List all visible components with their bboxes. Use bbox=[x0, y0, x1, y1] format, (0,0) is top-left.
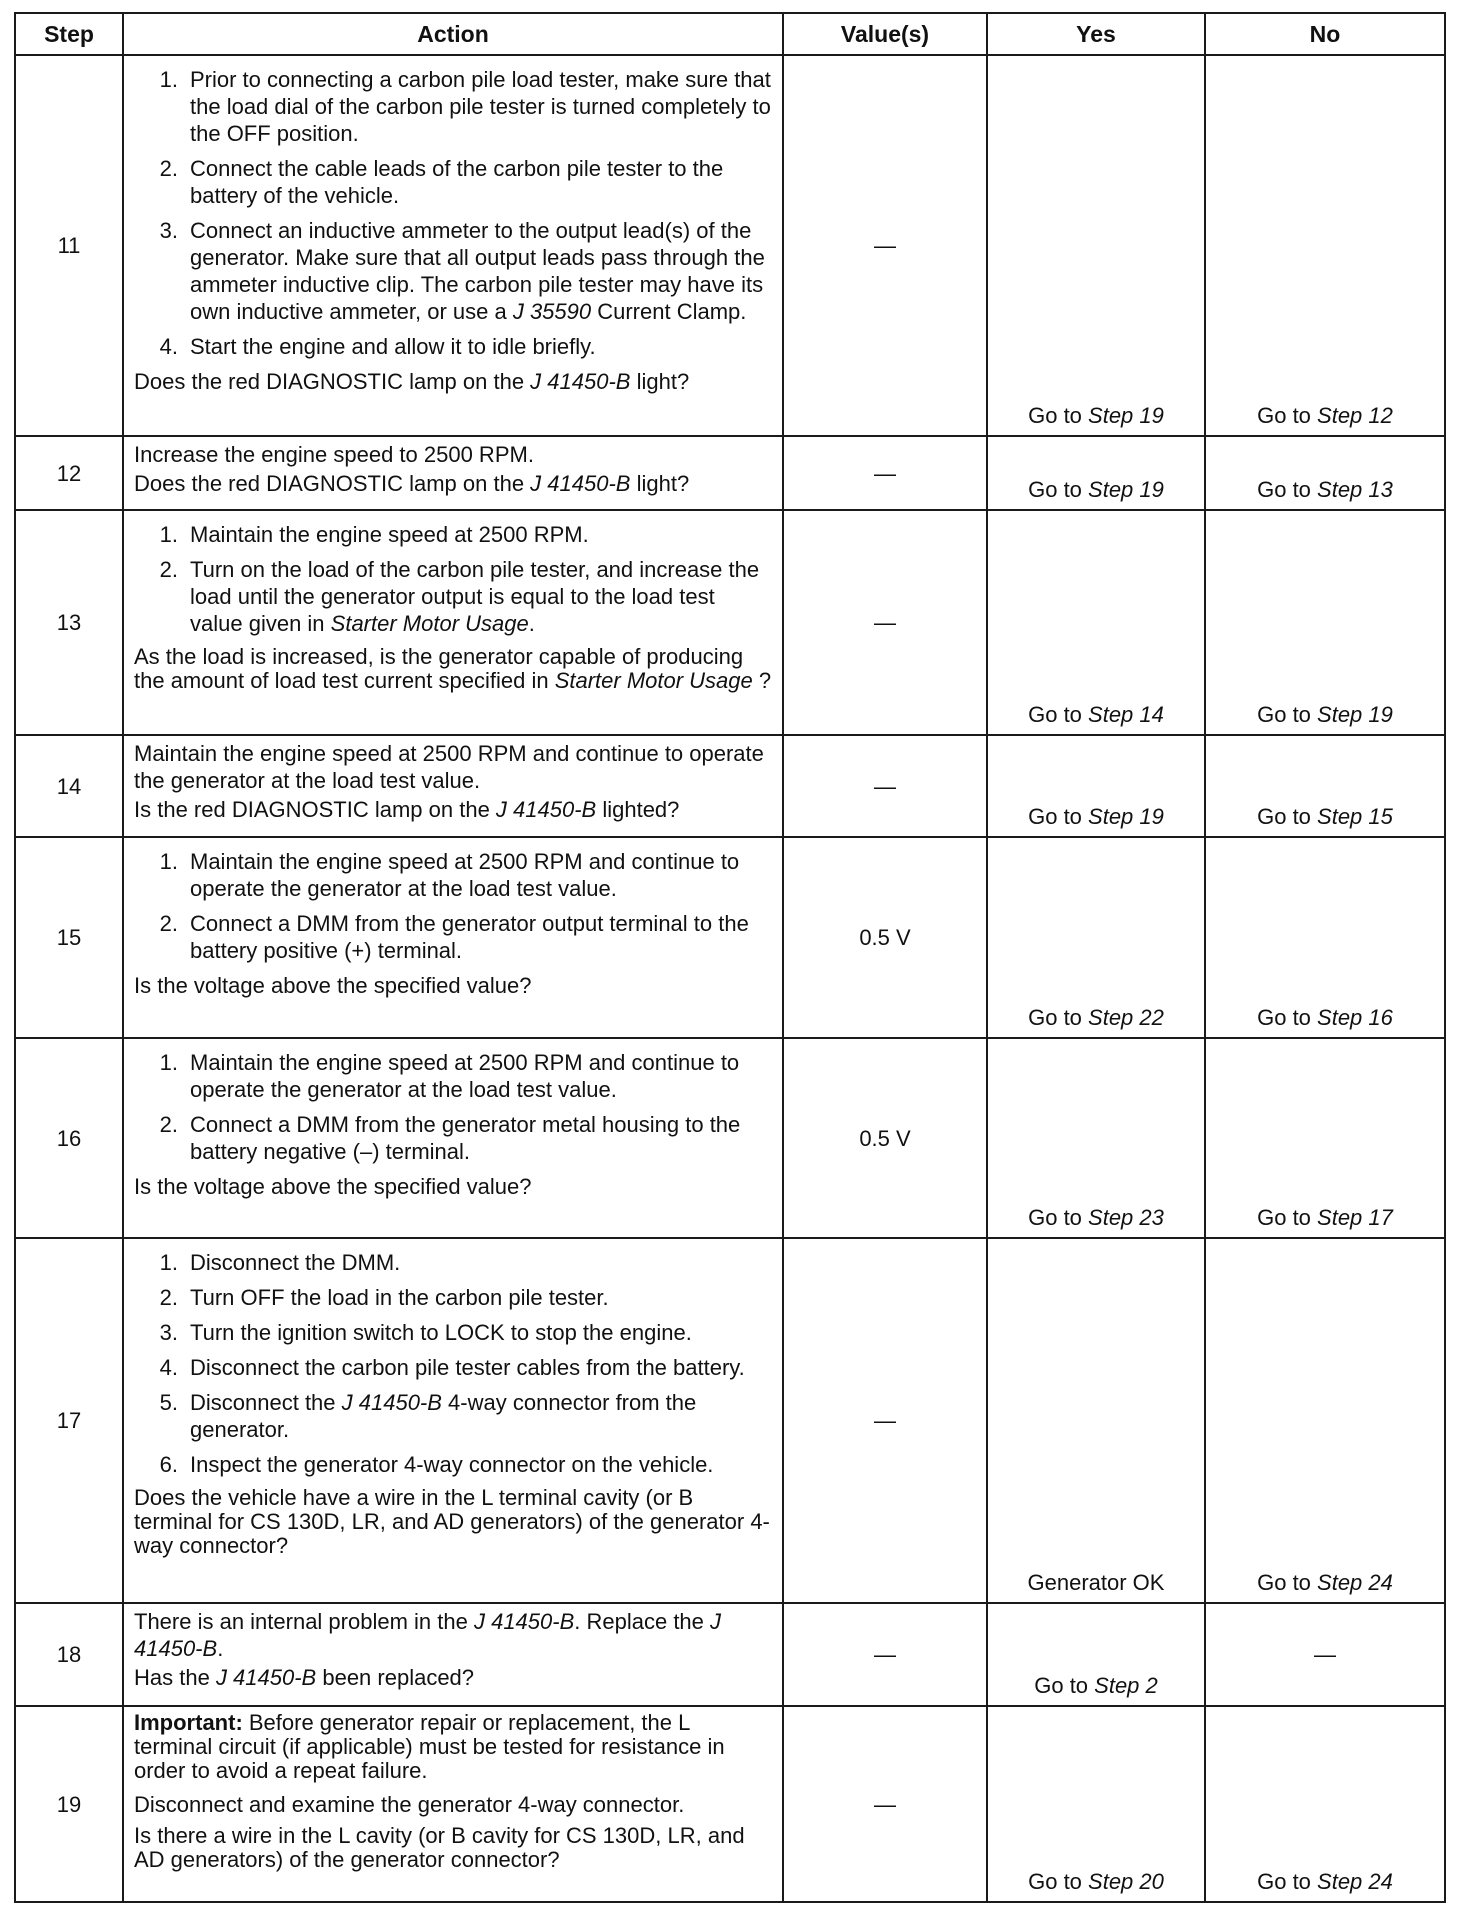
table-row bbox=[15, 1238, 1445, 1603]
list-item: 2. Connect a DMM from the generator metal housing to the battery negative (–) terminal. bbox=[159, 1112, 741, 1164]
question-text: Does the red DIAGNOSTIC lamp on the J 41450-B light? bbox=[134, 369, 690, 394]
header-step: Step bbox=[15, 13, 123, 55]
step-link: Step 12 bbox=[1317, 403, 1393, 428]
step-link: Step 19 bbox=[1088, 403, 1164, 428]
action-list bbox=[134, 1249, 772, 1478]
table-row bbox=[15, 510, 1445, 735]
list-item: 6. Inspect the generator 4-way connector on the vehicle. bbox=[159, 1452, 714, 1477]
no-cell: Go to Step 13 bbox=[1205, 436, 1445, 510]
list-item: 4. Disconnect the carbon pile tester cables from the battery. bbox=[159, 1355, 745, 1380]
table-row bbox=[15, 1603, 1445, 1706]
action-cell: Increase the engine speed to 2500 RPM. Does the red DIAGNOSTIC lamp on the J 41450-B light? bbox=[123, 436, 783, 510]
action-cell: Important: Before generator repair or replacement, the L terminal circuit (if applicable) must be tested for resistance in order to avoid a repeat failure. Disconnect and examine the generator 4-way connector. Is there a wire in the L cavity (or B cavity for CS 130D, LR, and AD generators) of the generator connector? bbox=[123, 1706, 783, 1902]
diagnostic-table-page bbox=[14, 12, 1444, 1902]
value-cell: — bbox=[783, 55, 987, 436]
no-cell: Go to Step 16 bbox=[1205, 837, 1445, 1038]
step-number: 17 bbox=[15, 1238, 123, 1603]
header-no: No bbox=[1205, 13, 1445, 55]
list-item: 1. Maintain the engine speed at 2500 RPM. bbox=[159, 522, 589, 547]
header-yes: Yes bbox=[987, 13, 1205, 55]
no-cell: Go to Step 17 bbox=[1205, 1038, 1445, 1238]
list-item: 3. Connect an inductive ammeter to the output lead(s) of the generator. Make sure that all output leads pass through the ammeter inductive clip. The carbon pile tester may have its own inductive ammeter, or use a J 35590 Current Clamp. bbox=[159, 218, 765, 324]
action-cell bbox=[123, 1038, 783, 1238]
step-link: Step 24 bbox=[1317, 1570, 1393, 1595]
list-item: 2. Connect the cable leads of the carbon pile tester to the battery of the vehicle. bbox=[159, 156, 724, 208]
yes-cell: Go to Step 14 bbox=[987, 510, 1205, 735]
yes-cell: Go to Step 23 bbox=[987, 1038, 1205, 1238]
yes-cell: Go to Step 20 bbox=[987, 1706, 1205, 1902]
action-cell: There is an internal problem in the J 41450-B. Replace the J 41450-B. Has the J 41450-B been replaced? bbox=[123, 1603, 783, 1706]
list-item: 4. Start the engine and allow it to idle briefly. bbox=[159, 334, 596, 359]
no-cell: Go to Step 19 bbox=[1205, 510, 1445, 735]
value-cell: 0.5 V bbox=[783, 837, 987, 1038]
value-cell: — bbox=[783, 1706, 987, 1902]
table-row bbox=[15, 735, 1445, 837]
yes-cell: Go to Step 2 bbox=[987, 1603, 1205, 1706]
question-text: Is there a wire in the L cavity (or B cavity for CS 130D, LR, and AD generators) of the generator connector? bbox=[134, 1823, 745, 1872]
step-link: Step 19 bbox=[1317, 702, 1393, 727]
header-action: Action bbox=[123, 13, 783, 55]
list-item: 3. Turn the ignition switch to LOCK to stop the engine. bbox=[159, 1320, 692, 1345]
yes-cell: Go to Step 22 bbox=[987, 837, 1205, 1038]
step-link: Step 15 bbox=[1317, 804, 1393, 829]
step-link: Step 13 bbox=[1317, 477, 1393, 502]
question-text: As the load is increased, is the generator capable of producing the amount of load test current specified in Starter Motor Usage ? bbox=[134, 644, 772, 693]
tool-reference: J 35590 bbox=[512, 299, 592, 324]
diagnostic-table bbox=[14, 12, 1446, 1903]
list-item: 1. Prior to connecting a carbon pile load tester, make sure that the load dial of the carbon pile tester is turned completely to the OFF position. bbox=[159, 67, 771, 146]
list-item: 1. Disconnect the DMM. bbox=[159, 1250, 401, 1275]
no-cell: Go to Step 15 bbox=[1205, 735, 1445, 837]
step-link: Step 14 bbox=[1088, 702, 1164, 727]
no-cell: Go to Step 12 bbox=[1205, 55, 1445, 436]
step-number: 18 bbox=[15, 1603, 123, 1706]
no-cell: Go to Step 24 bbox=[1205, 1706, 1445, 1902]
action-cell bbox=[123, 837, 783, 1038]
table-row bbox=[15, 436, 1445, 510]
action-cell bbox=[123, 1238, 783, 1603]
list-item: 1. Maintain the engine speed at 2500 RPM and continue to operate the generator at the load test value. bbox=[159, 1050, 740, 1102]
value-cell: — bbox=[783, 735, 987, 837]
value-cell: — bbox=[783, 510, 987, 735]
list-item: 1. Maintain the engine speed at 2500 RPM and continue to operate the generator at the load test value. bbox=[159, 849, 740, 901]
yes-cell: Go to Step 19 bbox=[987, 735, 1205, 837]
step-link: Step 17 bbox=[1317, 1205, 1393, 1230]
list-item: 5. Disconnect the J 41450-B 4-way connector from the generator. bbox=[159, 1390, 697, 1442]
step-number: 14 bbox=[15, 735, 123, 837]
question-text: Is the voltage above the specified value? bbox=[134, 973, 532, 998]
yes-cell: Go to Step 19 bbox=[987, 55, 1205, 436]
important-note: Important: Before generator repair or replacement, the L terminal circuit (if applicable) must be tested for resistance in order to avoid a repeat failure. bbox=[134, 1710, 725, 1783]
step-number: 11 bbox=[15, 55, 123, 436]
step-link: Step 2 bbox=[1094, 1673, 1158, 1698]
step-link: Step 23 bbox=[1088, 1205, 1164, 1230]
step-link: Step 19 bbox=[1088, 804, 1164, 829]
table-header-row bbox=[15, 13, 1445, 55]
action-list bbox=[134, 66, 772, 360]
no-cell: Go to Step 24 bbox=[1205, 1238, 1445, 1603]
question-text: Has the J 41450-B been replaced? bbox=[134, 1665, 475, 1690]
yes-cell: Generator OK bbox=[987, 1238, 1205, 1603]
action-cell bbox=[123, 55, 783, 436]
step-link: Step 24 bbox=[1317, 1869, 1393, 1894]
action-cell: Maintain the engine speed at 2500 RPM and continue to operate the generator at the load test value. Is the red DIAGNOSTIC lamp on the J 41450-B lighted? bbox=[123, 735, 783, 837]
question-text: Is the voltage above the specified value? bbox=[134, 1174, 532, 1199]
no-cell: — bbox=[1205, 1603, 1445, 1706]
action-cell bbox=[123, 510, 783, 735]
table-row bbox=[15, 1706, 1445, 1902]
step-link: Step 19 bbox=[1088, 477, 1164, 502]
step-link: Step 22 bbox=[1088, 1005, 1164, 1030]
question-text: Does the red DIAGNOSTIC lamp on the J 41450-B light? bbox=[134, 471, 690, 496]
step-link: Step 16 bbox=[1317, 1005, 1393, 1030]
value-cell: — bbox=[783, 436, 987, 510]
step-number: 12 bbox=[15, 436, 123, 510]
step-number: 19 bbox=[15, 1706, 123, 1902]
step-link: Step 20 bbox=[1088, 1869, 1164, 1894]
value-cell: 0.5 V bbox=[783, 1038, 987, 1238]
list-item: 2. Turn on the load of the carbon pile tester, and increase the load until the generator output is equal to the load test value given in Starter Motor Usage. bbox=[159, 557, 760, 636]
action-list bbox=[134, 1049, 772, 1165]
step-number: 16 bbox=[15, 1038, 123, 1238]
action-list bbox=[134, 848, 772, 964]
list-item: 2. Turn OFF the load in the carbon pile tester. bbox=[159, 1285, 609, 1310]
step-number: 15 bbox=[15, 837, 123, 1038]
table-row bbox=[15, 837, 1445, 1038]
yes-cell: Go to Step 19 bbox=[987, 436, 1205, 510]
question-text: Is the red DIAGNOSTIC lamp on the J 41450-B lighted? bbox=[134, 797, 680, 822]
action-list bbox=[134, 521, 772, 637]
value-cell: — bbox=[783, 1238, 987, 1603]
step-number: 13 bbox=[15, 510, 123, 735]
value-cell: — bbox=[783, 1603, 987, 1706]
table-row bbox=[15, 1038, 1445, 1238]
header-values: Value(s) bbox=[783, 13, 987, 55]
question-text: Does the vehicle have a wire in the L terminal cavity (or B terminal for CS 130D, LR, and AD generators) of the generator 4-way connector? bbox=[134, 1485, 770, 1558]
list-item: 2. Connect a DMM from the generator output terminal to the battery positive (+) terminal. bbox=[159, 911, 749, 963]
table-row bbox=[15, 55, 1445, 436]
